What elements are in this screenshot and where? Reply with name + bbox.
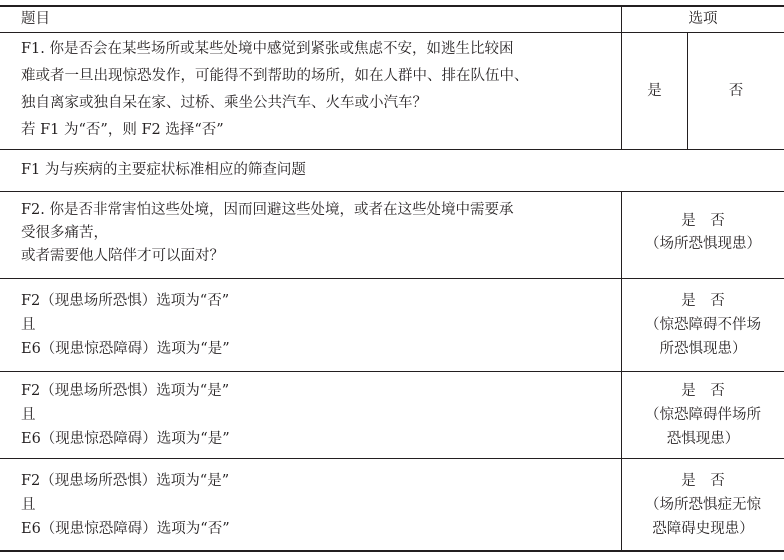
f1-question-line: 独自离家或独自呆在家、过桥、乘坐公共汽车、火车或小汽车？ (21, 95, 427, 111)
criteria-line: E6（现患惊恐障碍）选项为“是” (21, 341, 230, 357)
criteria-option-line: （惊恐障碍伴场所 (645, 407, 761, 423)
criteria-option-line: （惊恐障碍不伴场 (645, 317, 761, 333)
criteria-line: 且 (21, 497, 36, 513)
criteria-line: E6（现患惊恐障碍）选项为“是” (21, 431, 230, 447)
criteria-option-line: 恐障碍史现患） (652, 521, 754, 537)
criteria-option-line: 恐惧现患） (666, 431, 740, 447)
f2-bottom-rule (0, 278, 784, 279)
row2-bottom-rule (0, 458, 784, 459)
f2-question-line: 或者需要他人陪伴才可以面对？ (21, 248, 224, 264)
f1-question-line: F1. 你是否会在某些场所或某些处境中感觉到紧张或焦虑不安，如逃生比较困 (21, 41, 514, 57)
table-top-rule (0, 5, 784, 7)
section-note: F1 为与疾病的主要症状标准相应的筛查问题 (21, 162, 306, 178)
criteria-option-line: 所恐惧现患） (659, 341, 747, 357)
criteria-option-line: 是 否 (681, 293, 725, 309)
criteria-line: E6（现患惊恐障碍）选项为“否” (21, 521, 230, 537)
f1-question-line: 难或者一旦出现惊恐发作，可能得不到帮助的场所，如在人群中、排在队伍中、 (21, 68, 529, 84)
f1-question-line: 若 F1 为“否”，则 F2 选择“否” (21, 122, 224, 138)
f1-no-option: 否 (728, 83, 744, 99)
f2-option-line: （场所恐惧现患） (645, 236, 761, 252)
row1-bottom-rule (0, 371, 784, 372)
criteria-line: F2（现患场所恐惧）选项为“否” (21, 293, 230, 309)
criteria-option-line: （场所恐惧症无惊 (645, 497, 761, 513)
f1-bottom-rule (0, 149, 784, 150)
header-question: 题目 (21, 11, 50, 27)
criteria-line: 且 (21, 317, 36, 333)
criteria-line: F2（现患场所恐惧）选项为“是” (21, 383, 230, 399)
f2-option-line: 是 否 (681, 213, 725, 229)
f2-question-line: 受很多痛苦， (21, 225, 108, 241)
table-bottom-rule (0, 550, 784, 552)
note-bottom-rule (0, 191, 784, 192)
criteria-line: 且 (21, 407, 36, 423)
criteria-option-line: 是 否 (681, 473, 725, 489)
criteria-option-line: 是 否 (681, 383, 725, 399)
header-option: 选项 (688, 11, 718, 27)
criteria-line: F2（现患场所恐惧）选项为“是” (21, 473, 230, 489)
header-rule (0, 32, 784, 33)
f2-question-line: F2. 你是否非常害怕这些处境，因而回避这些处境，或者在这些处境中需要承 (21, 202, 514, 218)
f1-yes-option: 是 (647, 83, 662, 99)
